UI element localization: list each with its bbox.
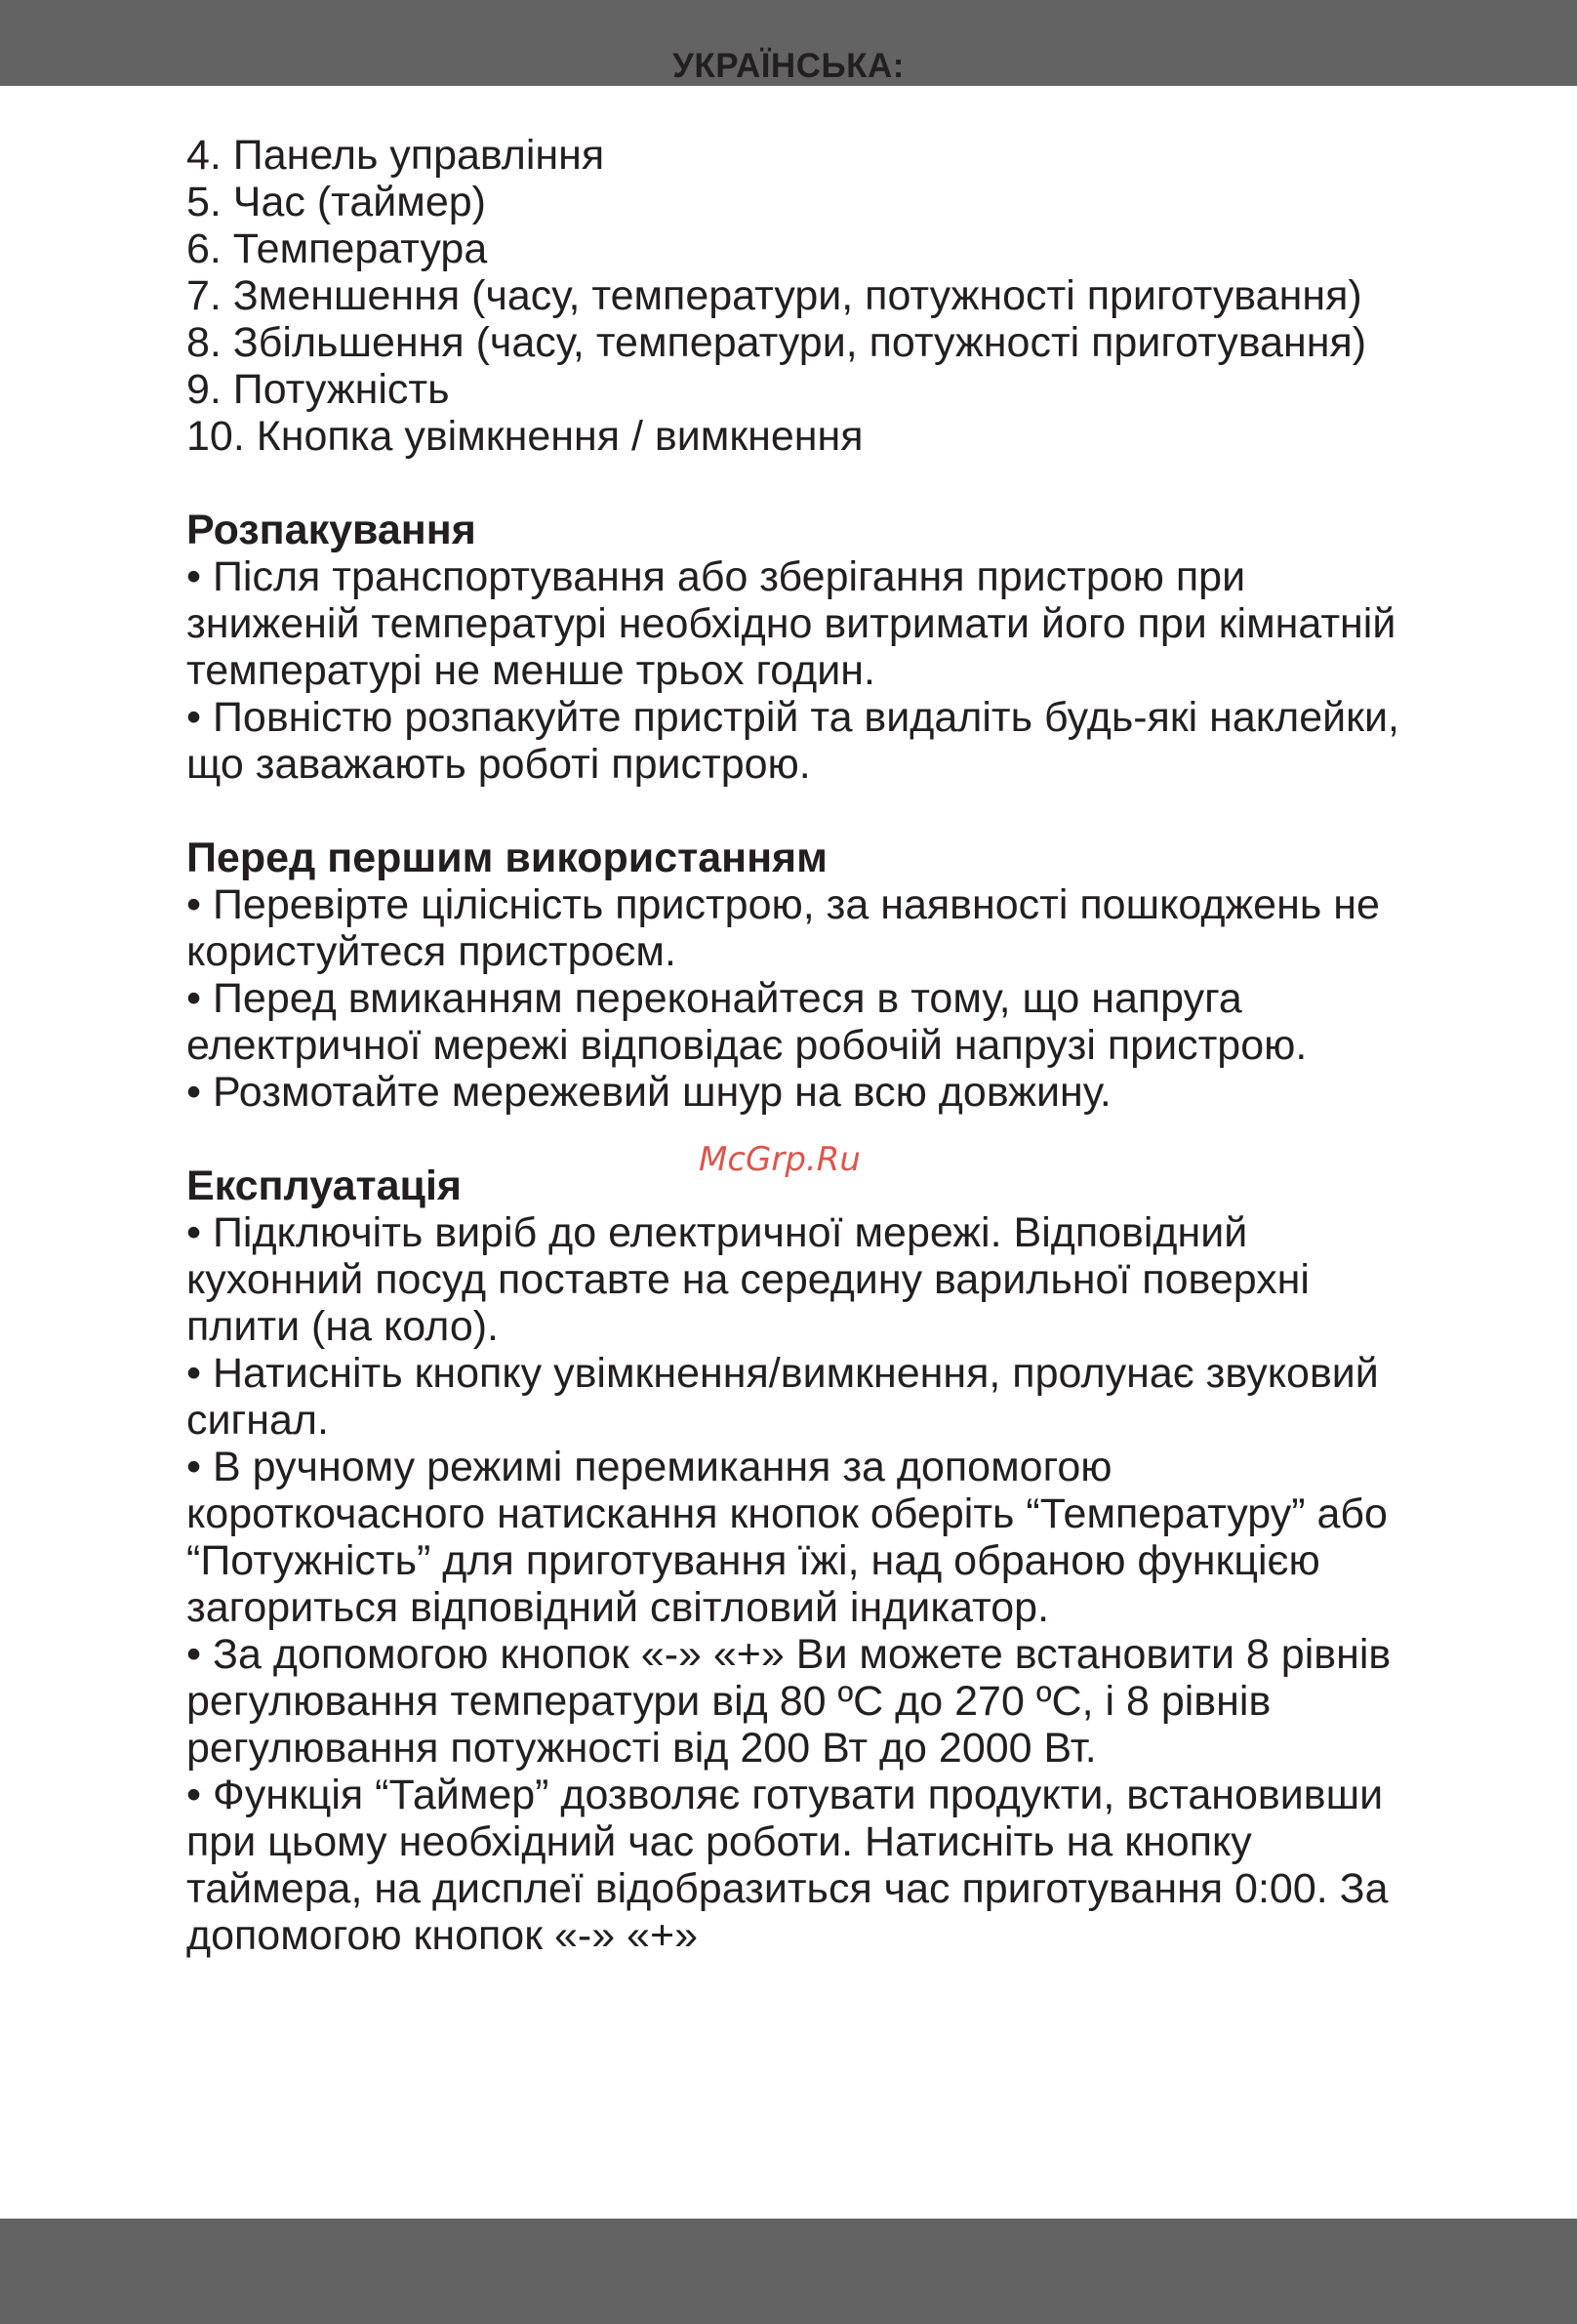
paragraph: • Підключіть виріб до електричної мережі. Відповідний кухонний посуд поставте на середину варильної поверхні плити (на коло). <box>186 1209 1310 1350</box>
list-item: 4. Панель управління <box>186 132 605 179</box>
list-item: 9. Потужність <box>186 366 450 413</box>
paragraph: • Повністю розпакуйте пристрій та видаліть будь-які наклейки, що заважають роботі пристрою. <box>186 694 1399 788</box>
list-item: 7. Зменшення (часу, температури, потужності приготування) <box>186 272 1362 319</box>
paragraph: • В ручному режимі перемикання за допомогою короткочасного натискання кнопок оберіть “Температуру” або “Потужність” для приготування їжі, над обраною функцією загориться відповідний світловий індикатор. <box>186 1444 1388 1631</box>
section-title-unpacking: Розпакування <box>186 507 476 553</box>
footer-band <box>0 2219 1577 2324</box>
paragraph: • Після транспортування або зберігання пристрою при зниженій температурі необхідно витримати його при кімнатній температурі не менше трьох годин. <box>186 553 1396 694</box>
paragraph: • За допомогою кнопок «-» «+» Ви можете встановити 8 рівнів регулювання температури від 80 ºC до 270 ºC, і 8 рівнів регулювання потужності від 200 Вт до 2000 Вт. <box>186 1631 1392 1772</box>
paragraph: • Перевірте цілісність пристрою, за наявності пошкоджень не користуйтеся пристроєм. <box>186 881 1380 975</box>
section-title-before-first-use: Перед першим використанням <box>186 835 828 881</box>
list-item: 6. Температура <box>186 225 488 272</box>
language-label: УКРАЇНСЬКА: <box>672 47 905 85</box>
spacer <box>186 788 1416 835</box>
section-title-operation: Експлуатація <box>186 1162 462 1209</box>
header-band <box>0 0 1577 86</box>
paragraph: • Натисніть кнопку увімкнення/вимкнення, пролунає звуковий сигнал. <box>186 1350 1379 1444</box>
paragraph: • Перед вмиканням переконайтеся в тому, що напруга електричної мережі відповідає робочій напрузі пристрою. <box>186 975 1308 1069</box>
page-content <box>186 132 1416 1959</box>
paragraph: • Розмотайте мережевий шнур на всю довжину. <box>186 1069 1112 1116</box>
list-item: 5. Час (таймер) <box>186 179 487 225</box>
list-item: 8. Збільшення (часу, температури, потужності приготування) <box>186 319 1367 366</box>
watermark: McGrp.Ru <box>699 1140 861 1179</box>
list-item: 10. Кнопка увімкнення / вимкнення <box>186 413 864 460</box>
spacer <box>186 460 1416 507</box>
paragraph: • Функція “Таймер” дозволяє готувати продукти, встановивши при цьому необхідний час роботи. Натисніть на кнопку таймера, на дисплеї відобразиться час приготування 0:00. За допомогою кнопок «-» «+» <box>186 1772 1389 1959</box>
